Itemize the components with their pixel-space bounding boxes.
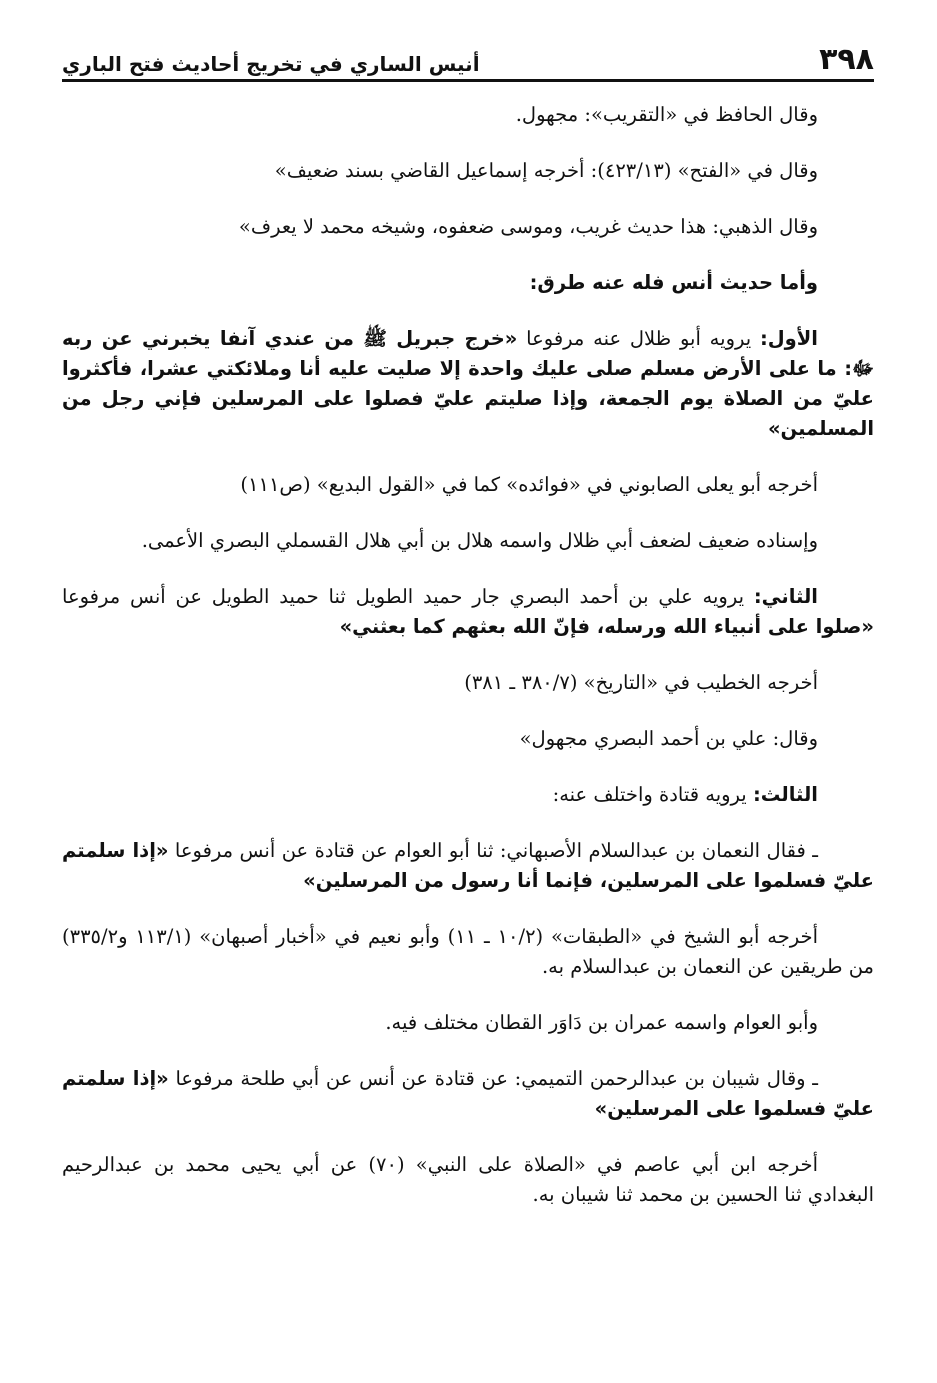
paragraph — [62, 156, 874, 186]
bold-text-run: «صلوا على أنبياء الله ورسله، فإنّ الله بعثهم كما بعثني» — [339, 615, 874, 638]
paragraph — [62, 212, 874, 242]
paragraph — [62, 470, 874, 500]
text-run: وقال الذهبي: هذا حديث غريب، وموسى ضعفوه، وشيخه محمد لا يعرف» — [238, 215, 818, 238]
book-page — [62, 40, 874, 1360]
page-header — [62, 40, 874, 82]
paragraph — [62, 1064, 874, 1124]
bold-text-run: وأما حديث أنس فله عنه طرق: — [529, 271, 818, 294]
paragraph — [62, 582, 874, 642]
text-run: أخرجه ابن أبي عاصم في «الصلاة على النبي» (٧٠) عن أبي يحيى محمد بن عبدالرحيم البغدادي ثنا الحسين بن محمد ثنا شيبان به. — [62, 1153, 874, 1206]
paragraph — [62, 324, 874, 444]
paragraph — [62, 724, 874, 754]
text-run: أخرجه أبو الشيخ في «الطبقات» (١٠/٢ ـ ١١) وأبو نعيم في «أخبار أصبهان» (١١٣/١ و٣٣٥/٢) من طريقين عن النعمان بن عبدالسلام به. — [62, 925, 874, 978]
paragraph — [62, 1150, 874, 1210]
paragraph — [62, 922, 874, 982]
bold-text-run: «إذا سلمتم عليّ فسلموا على المرسلين» — [62, 1067, 874, 1120]
text-run: يرويه علي بن أحمد البصري جار حميد الطويل ثنا حميد الطويل عن أنس مرفوعا — [62, 585, 754, 608]
text-run: وقال في «الفتح» (٤٢٣/١٣): أخرجه إسماعيل القاضي بسند ضعيف» — [274, 159, 818, 182]
bold-text-run: الثالث: — [752, 783, 818, 806]
text-run: وأبو العوام واسمه عمران بن دَاوَر القطان مختلف فيه. — [385, 1011, 818, 1034]
bold-text-run: «خرج جبريل ﷺ من عندي آنفا يخبرني عن ربه ﷻ: ما على الأرض مسلم صلى عليك واحدة إلا صليت عليه أنا وملائكتي عشرا، فأكثروا عليّ من الصلاة يوم الجمعة، وإذا صليتم عليّ فصلوا على المرسلين فإني رجل من المسلمين» — [62, 327, 874, 440]
paragraph — [62, 526, 874, 556]
text-run: يرويه قتادة واختلف عنه: — [552, 783, 753, 806]
text-run: وإسناده ضعيف لضعف أبي ظلال واسمه هلال بن أبي هلال القسملي البصري الأعمى. — [141, 529, 818, 552]
text-run: ـ وقال شيبان بن عبدالرحمن التميمي: عن قتادة عن أنس عن أبي طلحة مرفوعا — [168, 1067, 818, 1090]
text-run: ـ فقال النعمان بن عبدالسلام الأصبهاني: ثنا أبو العوام عن قتادة عن أنس مرفوعا — [168, 839, 818, 862]
paragraph — [62, 100, 874, 130]
page-body — [62, 100, 874, 1210]
bold-text-run: «إذا سلمتم عليّ فسلموا على المرسلين، فإنما أنا رسول من المرسلين» — [62, 839, 874, 892]
page-number: ٣٩٨ — [819, 42, 874, 77]
text-run: أخرجه الخطيب في «التاريخ» (٣٨٠/٧ ـ ٣٨١) — [464, 671, 818, 694]
paragraph — [62, 268, 874, 298]
bold-text-run: الثاني: — [753, 585, 818, 608]
paragraph — [62, 780, 874, 810]
text-run: وقال: علي بن أحمد البصري مجهول» — [519, 727, 818, 750]
running-title: أنيس الساري في تخريج أحاديث فتح الباري — [62, 52, 480, 76]
text-run: يرويه أبو ظلال عنه مرفوعا — [517, 327, 760, 350]
bold-text-run: الأول: — [759, 327, 818, 350]
paragraph — [62, 836, 874, 896]
paragraph — [62, 668, 874, 698]
paragraph — [62, 1008, 874, 1038]
text-run: أخرجه أبو يعلى الصابوني في «فوائده» كما في «القول البديع» (ص١١١) — [240, 473, 818, 496]
text-run: وقال الحافظ في «التقريب»: مجهول. — [515, 103, 818, 126]
